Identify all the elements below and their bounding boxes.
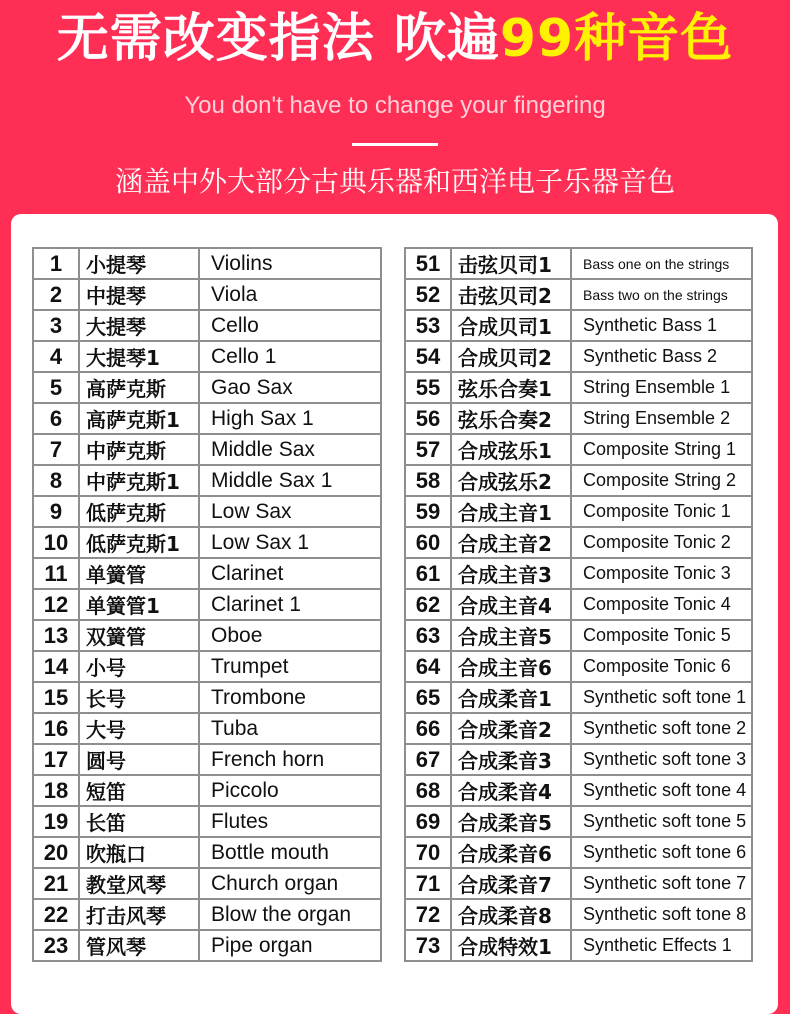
voice-row (33, 806, 381, 837)
voice-name-en: Middle Sax 1 (199, 465, 381, 496)
voice-number: 16 (33, 713, 79, 744)
voice-name-en: Synthetic soft tone 3 (571, 744, 752, 775)
voice-number: 22 (33, 899, 79, 930)
voice-name-en: Composite Tonic 4 (571, 589, 752, 620)
voice-name-en: Clarinet 1 (199, 589, 381, 620)
voice-name-cn: 合成柔音2 (451, 713, 571, 744)
header-banner (0, 0, 790, 230)
voice-row (33, 868, 381, 899)
voice-row (33, 775, 381, 806)
voice-name-en: French horn (199, 744, 381, 775)
voice-name-en: Synthetic Bass 1 (571, 310, 752, 341)
voice-row (405, 682, 752, 713)
voice-number: 71 (405, 868, 451, 899)
voice-name-en: Viola (199, 279, 381, 310)
voice-number: 69 (405, 806, 451, 837)
voice-row (405, 279, 752, 310)
voice-name-cn: 管风琴 (79, 930, 199, 961)
voice-row (33, 465, 381, 496)
voice-number: 11 (33, 558, 79, 589)
voice-name-cn: 单簧管1 (79, 589, 199, 620)
voice-number: 19 (33, 806, 79, 837)
voice-number: 1 (33, 248, 79, 279)
headline-main: 无需改变指法 吹遍 (56, 9, 500, 69)
voice-name-cn: 合成柔音6 (451, 837, 571, 868)
voice-name-cn: 合成主音2 (451, 527, 571, 558)
voice-name-en: Synthetic soft tone 1 (571, 682, 752, 713)
voice-number: 17 (33, 744, 79, 775)
voice-number: 57 (405, 434, 451, 465)
voice-number: 51 (405, 248, 451, 279)
voice-name-en: Violins (199, 248, 381, 279)
voice-name-en: Synthetic Effects 1 (571, 930, 752, 961)
voice-number: 60 (405, 527, 451, 558)
subtitle-english: You don't have to change your fingering (184, 92, 606, 119)
voice-name-cn: 低萨克斯 (79, 496, 199, 527)
voice-name-en: Bass one on the strings (571, 248, 752, 279)
voice-name-cn: 单簧管 (79, 558, 199, 589)
voice-name-en: Clarinet (199, 558, 381, 589)
voice-name-cn: 中萨克斯1 (79, 465, 199, 496)
voice-name-en: Low Sax 1 (199, 527, 381, 558)
voice-row (405, 713, 752, 744)
voice-name-en: Blow the organ (199, 899, 381, 930)
voice-row (33, 372, 381, 403)
voice-number: 54 (405, 341, 451, 372)
voice-name-cn: 低萨克斯1 (79, 527, 199, 558)
voice-row (33, 930, 381, 961)
voice-number: 8 (33, 465, 79, 496)
subtitle-chinese: 涵盖中外大部分古典乐器和西洋电子乐器音色 (114, 165, 675, 198)
voice-name-en: Church organ (199, 868, 381, 899)
voice-number: 58 (405, 465, 451, 496)
voice-name-cn: 弦乐合奏2 (451, 403, 571, 434)
voice-row (33, 558, 381, 589)
voice-row (405, 341, 752, 372)
voice-name-cn: 大提琴1 (79, 341, 199, 372)
voice-row (405, 868, 752, 899)
voice-name-cn: 合成主音4 (451, 589, 571, 620)
voice-row (33, 713, 381, 744)
voice-number: 64 (405, 651, 451, 682)
voice-number: 62 (405, 589, 451, 620)
voice-name-en: Tuba (199, 713, 381, 744)
voice-name-cn: 合成柔音8 (451, 899, 571, 930)
voice-row (405, 248, 752, 279)
voice-row (33, 496, 381, 527)
voice-number: 10 (33, 527, 79, 558)
voice-row (33, 899, 381, 930)
voice-name-cn: 合成柔音4 (451, 775, 571, 806)
voice-name-cn: 短笛 (79, 775, 199, 806)
voice-name-cn: 吹瓶口 (79, 837, 199, 868)
voice-name-en: String Ensemble 1 (571, 372, 752, 403)
voice-row (33, 341, 381, 372)
voice-number: 2 (33, 279, 79, 310)
voice-name-en: Composite Tonic 2 (571, 527, 752, 558)
voice-number: 72 (405, 899, 451, 930)
voice-number: 63 (405, 620, 451, 651)
voice-row (405, 496, 752, 527)
voice-name-cn: 大号 (79, 713, 199, 744)
voice-number: 20 (33, 837, 79, 868)
voice-number: 13 (33, 620, 79, 651)
voice-row (405, 651, 752, 682)
voice-name-cn: 弦乐合奏1 (451, 372, 571, 403)
voice-row (33, 527, 381, 558)
voice-name-en: Composite Tonic 3 (571, 558, 752, 589)
voice-name-cn: 高萨克斯1 (79, 403, 199, 434)
voice-name-en: Synthetic Bass 2 (571, 341, 752, 372)
voice-name-cn: 长笛 (79, 806, 199, 837)
voice-row (405, 310, 752, 341)
voice-row (405, 465, 752, 496)
voice-number: 70 (405, 837, 451, 868)
voice-number: 23 (33, 930, 79, 961)
voice-name-cn: 击弦贝司1 (451, 248, 571, 279)
voice-number: 6 (33, 403, 79, 434)
voice-number: 67 (405, 744, 451, 775)
voice-row (405, 527, 752, 558)
voice-row (33, 837, 381, 868)
voice-number: 66 (405, 713, 451, 744)
voice-name-en: Composite String 1 (571, 434, 752, 465)
voice-name-en: Bottle mouth (199, 837, 381, 868)
voice-name-en: Synthetic soft tone 8 (571, 899, 752, 930)
voice-name-cn: 中萨克斯 (79, 434, 199, 465)
voice-row (33, 434, 381, 465)
voice-name-cn: 合成弦乐1 (451, 434, 571, 465)
voice-row (405, 589, 752, 620)
voice-number: 61 (405, 558, 451, 589)
voice-number: 7 (33, 434, 79, 465)
voice-number: 59 (405, 496, 451, 527)
header-divider (352, 143, 438, 146)
voice-number: 18 (33, 775, 79, 806)
voice-row (405, 930, 752, 961)
voice-row (33, 279, 381, 310)
voice-name-en: Composite Tonic 5 (571, 620, 752, 651)
voice-table-right (404, 247, 753, 962)
voice-name-en: Composite Tonic 1 (571, 496, 752, 527)
voice-name-cn: 合成柔音7 (451, 868, 571, 899)
voice-row (405, 837, 752, 868)
voice-name-cn: 圆号 (79, 744, 199, 775)
voice-number: 15 (33, 682, 79, 713)
voice-row (33, 403, 381, 434)
voice-name-en: String Ensemble 2 (571, 403, 752, 434)
voice-name-cn: 小号 (79, 651, 199, 682)
voice-name-en: Trumpet (199, 651, 381, 682)
voice-name-cn: 合成主音1 (451, 496, 571, 527)
voice-name-en: Piccolo (199, 775, 381, 806)
voice-name-en: Bass two on the strings (571, 279, 752, 310)
voice-name-cn: 合成贝司2 (451, 341, 571, 372)
voice-row (405, 372, 752, 403)
voice-row (33, 310, 381, 341)
voice-row (405, 806, 752, 837)
voice-row (33, 620, 381, 651)
voice-row (33, 589, 381, 620)
voice-row (405, 744, 752, 775)
voice-name-en: Trombone (199, 682, 381, 713)
voice-row (405, 434, 752, 465)
voice-row (33, 682, 381, 713)
voice-name-cn: 打击风琴 (79, 899, 199, 930)
voice-name-en: Composite Tonic 6 (571, 651, 752, 682)
voice-number: 53 (405, 310, 451, 341)
voice-name-cn: 合成柔音3 (451, 744, 571, 775)
voice-name-cn: 合成主音3 (451, 558, 571, 589)
voice-name-cn: 教堂风琴 (79, 868, 199, 899)
voice-number: 56 (405, 403, 451, 434)
voice-row (405, 620, 752, 651)
voice-row (33, 248, 381, 279)
voice-row (405, 558, 752, 589)
voice-number: 68 (405, 775, 451, 806)
voice-number: 52 (405, 279, 451, 310)
voice-row (33, 651, 381, 682)
voice-name-en: Synthetic soft tone 5 (571, 806, 752, 837)
voice-name-cn: 合成柔音1 (451, 682, 571, 713)
voice-number: 9 (33, 496, 79, 527)
voice-name-en: Synthetic soft tone 4 (571, 775, 752, 806)
voice-number: 21 (33, 868, 79, 899)
voice-number: 65 (405, 682, 451, 713)
voice-name-en: Middle Sax (199, 434, 381, 465)
voice-row (405, 775, 752, 806)
voice-name-cn: 合成贝司1 (451, 310, 571, 341)
voice-number: 5 (33, 372, 79, 403)
voice-name-en: Composite String 2 (571, 465, 752, 496)
voice-name-en: Synthetic soft tone 6 (571, 837, 752, 868)
voice-table-left (32, 247, 382, 962)
voice-number: 4 (33, 341, 79, 372)
voice-row (405, 899, 752, 930)
voice-name-cn: 中提琴 (79, 279, 199, 310)
voice-row (33, 744, 381, 775)
voice-name-en: Cello 1 (199, 341, 381, 372)
voice-number: 3 (33, 310, 79, 341)
voice-name-en: Pipe organ (199, 930, 381, 961)
voice-name-cn: 合成柔音5 (451, 806, 571, 837)
voice-name-cn: 击弦贝司2 (451, 279, 571, 310)
voice-name-cn: 合成主音5 (451, 620, 571, 651)
voice-number: 12 (33, 589, 79, 620)
voice-name-en: Synthetic soft tone 2 (571, 713, 752, 744)
voice-number: 55 (405, 372, 451, 403)
voice-name-cn: 双簧管 (79, 620, 199, 651)
voice-number: 73 (405, 930, 451, 961)
voice-name-en: Low Sax (199, 496, 381, 527)
voice-number: 14 (33, 651, 79, 682)
voice-name-cn: 高萨克斯 (79, 372, 199, 403)
voice-name-cn: 长号 (79, 682, 199, 713)
voice-name-en: Synthetic soft tone 7 (571, 868, 752, 899)
voice-name-en: Gao Sax (199, 372, 381, 403)
voice-name-cn: 合成弦乐2 (451, 465, 571, 496)
voice-name-en: Oboe (199, 620, 381, 651)
voice-name-cn: 合成主音6 (451, 651, 571, 682)
voice-name-cn: 小提琴 (79, 248, 199, 279)
headline (0, 6, 790, 72)
headline-highlight: 99种音色 (499, 9, 734, 69)
voice-name-cn: 合成特效1 (451, 930, 571, 961)
voice-name-en: Cello (199, 310, 381, 341)
voice-name-en: High Sax 1 (199, 403, 381, 434)
voice-row (405, 403, 752, 434)
voice-name-cn: 大提琴 (79, 310, 199, 341)
voice-name-en: Flutes (199, 806, 381, 837)
